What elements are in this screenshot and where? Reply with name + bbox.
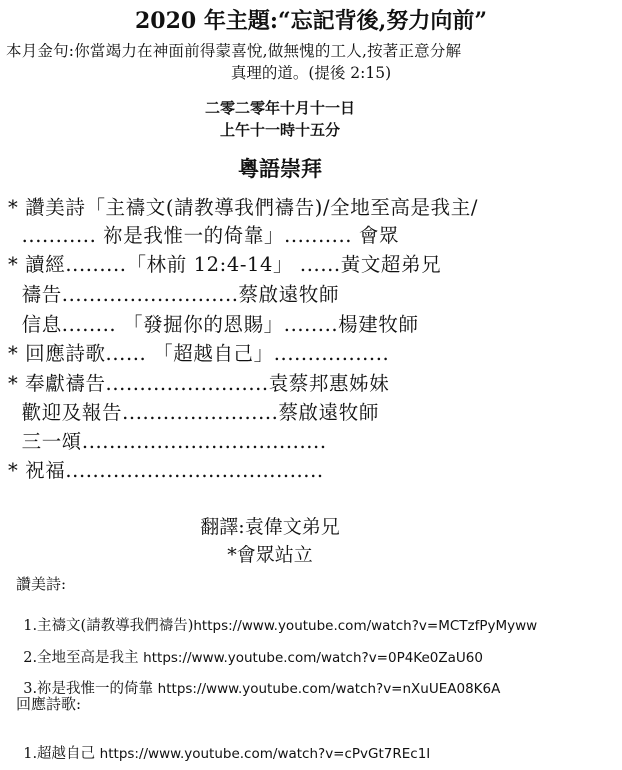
hymn-label: 3.祢是我惟一的倚靠 <box>23 681 158 697</box>
order-line: 三一頌.................................... <box>8 430 327 453</box>
order-line: * 祝福...................................... <box>8 459 324 482</box>
memory-verse-line-2: 真理的道。(提後 2:15) <box>230 64 392 82</box>
hymn-label: 2.全地至高是我主 <box>23 650 144 666</box>
translator-line: 翻譯:袁偉文弟兄 <box>200 516 340 538</box>
order-line: 信息........ 「發掘你的恩賜」........楊建牧師 <box>8 313 419 336</box>
hymn-url-link[interactable]: https://www.youtube.com/watch?v=nXuUEA08K6A <box>157 681 501 697</box>
order-line: 歡迎及報告.......................蔡啟遠牧師 <box>8 401 379 424</box>
order-line: * 奉獻禱告........................袁蔡邦惠姊妹 <box>8 372 390 395</box>
order-line: * 讚美詩「主禱文(請教導我們禱告)/全地至高是我主/ <box>8 196 479 219</box>
order-line: * 讀經.........「林前 12:4-14」 ......黃文超弟兄 <box>8 253 442 276</box>
order-line: * 回應詩歌...... 「超越自己」................. <box>8 342 390 365</box>
service-title: 粵語崇拜 <box>238 156 322 181</box>
order-line: 禱告..........................蔡啟遠牧師 <box>8 283 340 306</box>
hymn-label: 1.主禱文(請教導我們禱告) <box>23 618 194 634</box>
response-link-item <box>14 726 430 763</box>
hymn-url-link[interactable]: https://www.youtube.com/watch?v=0P4Ke0ZaU60 <box>143 650 483 666</box>
service-date: 二零二零年十月十一日 <box>204 99 355 117</box>
hymns-heading: 讚美詩: <box>16 575 67 593</box>
response-label: 1.超越自己 <box>23 746 100 762</box>
standing-note: *會眾站立 <box>227 544 313 566</box>
order-line: ........... 祢是我惟一的倚靠」.......... 會眾 <box>8 224 400 247</box>
memory-verse-line-1: 本月金句:你當竭力在神面前得蒙喜悅,做無愧的工人,按著正意分解 <box>6 42 462 60</box>
theme-title: 2020 年主題:“忘記背後,努力向前” <box>135 8 487 34</box>
response-url-link[interactable]: https://www.youtube.com/watch?v=cPvGt7REc1I <box>99 746 431 762</box>
response-heading: 回應詩歌: <box>16 695 82 713</box>
service-time: 上午十一時十五分 <box>219 121 340 139</box>
hymn-link-item <box>14 661 500 698</box>
hymn-url-link[interactable]: https://www.youtube.com/watch?v=MCTzfPyMyww <box>193 618 538 634</box>
